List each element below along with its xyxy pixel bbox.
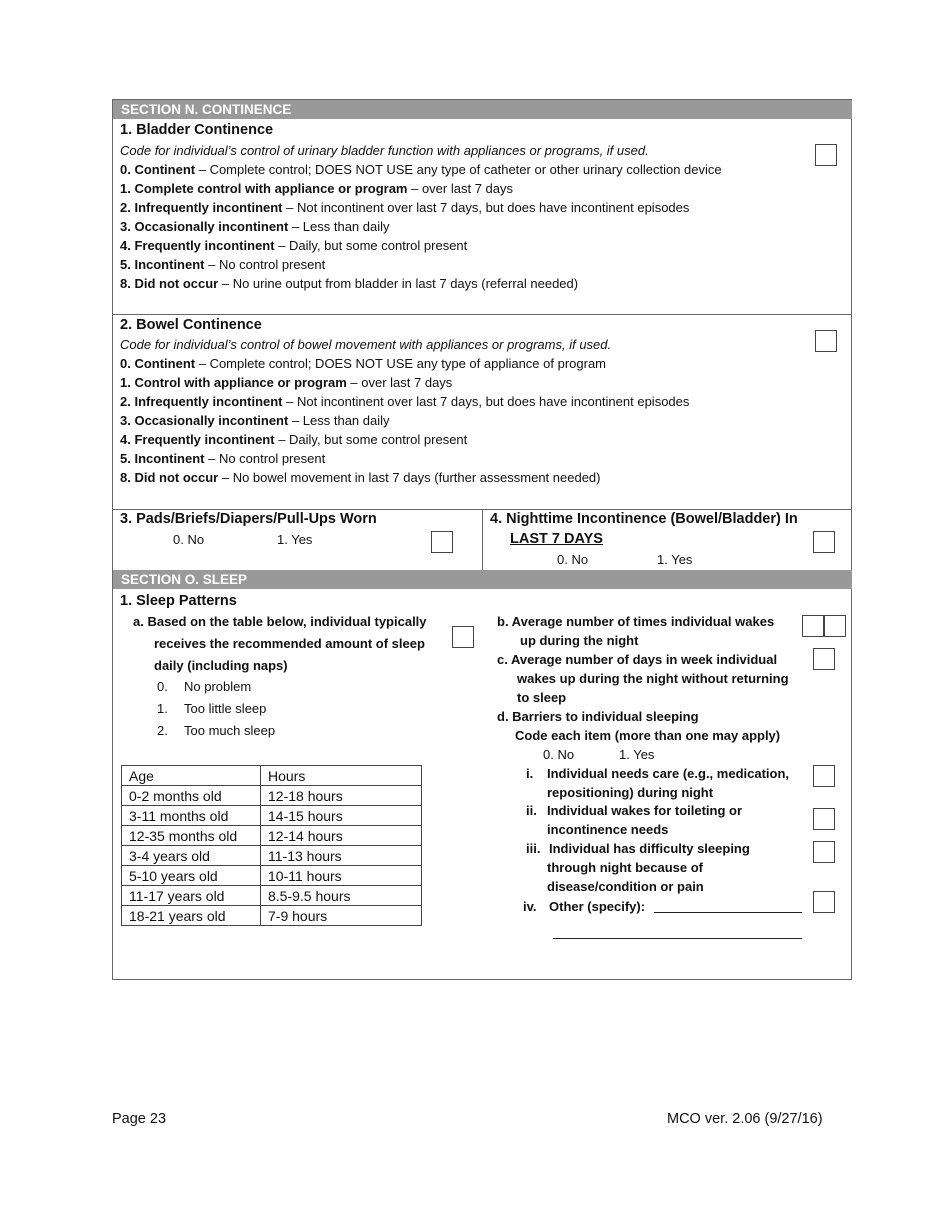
- bowel-option: 1. Control with appliance or program – over last 7 days: [120, 375, 453, 390]
- sleep-d-iv-code-box[interactable]: [813, 891, 835, 913]
- sleep-a-option-label: Too much sleep: [184, 723, 276, 738]
- sleep-a-option-num: 1.: [157, 701, 168, 716]
- sleep-d-item-line: Individual needs care (e.g., medication,: [547, 766, 790, 781]
- sleep-d-item-line: disease/condition or pain: [547, 879, 704, 894]
- table-row: [122, 906, 422, 926]
- sleep-d-line: Code each item (more than one may apply): [515, 728, 781, 743]
- sleep-d-i-code-box[interactable]: [813, 765, 835, 787]
- table-cell: 11-13 hours: [261, 846, 422, 866]
- sleep-b-code-box-1[interactable]: [802, 615, 824, 637]
- sleep-a-option-label: Too little sleep: [184, 701, 267, 716]
- table-cell: 14-15 hours: [261, 806, 422, 826]
- sleep-a-option-num: 2.: [157, 723, 168, 738]
- table-cell: 12-18 hours: [261, 786, 422, 806]
- sleep-d-item-line: through night because of: [547, 860, 703, 875]
- bladder-option: 5. Incontinent – No control present: [120, 257, 326, 272]
- divider: [113, 314, 852, 315]
- pads-option-no: 0. No: [173, 532, 205, 547]
- version-label: MCO ver. 2.06 (9/27/16): [667, 1111, 823, 1127]
- sleep-b-code-box-2[interactable]: [824, 615, 846, 637]
- nighttime-title-period: LAST 7 DAYS: [510, 531, 603, 547]
- table-row: [122, 846, 422, 866]
- table-row: [122, 886, 422, 906]
- sleep-a-line: daily (including naps): [154, 658, 288, 673]
- pads-code-box[interactable]: [431, 531, 453, 553]
- bladder-option: 8. Did not occur – No urine output from bladder in last 7 days (referral needed): [120, 276, 579, 291]
- sleep-a-line: a. Based on the table below, individual typically: [133, 614, 427, 629]
- sleep-d-line: d. Barriers to individual sleeping: [497, 709, 699, 724]
- sleep-d-item-num: iii.: [526, 841, 541, 856]
- sleep-d-item-line: repositioning) during night: [547, 785, 714, 800]
- sleep-d-item-line: Individual has difficulty sleeping: [549, 841, 750, 856]
- sleep-d-item-line: Other (specify):: [549, 899, 646, 914]
- sleep-c-line: c. Average number of days in week individual: [497, 652, 778, 667]
- nighttime-title: 4. Nighttime Incontinence (Bowel/Bladder) In: [490, 511, 798, 527]
- bladder-title: 1. Bladder Continence: [120, 122, 274, 138]
- sleep-d-item-line: Individual wakes for toileting or: [547, 803, 743, 818]
- table-cell: 0-2 months old: [122, 786, 261, 806]
- table-cell: 3-4 years old: [122, 846, 261, 866]
- table-header-cell: Hours: [261, 766, 422, 786]
- bowel-instruction: Code for individual’s control of bowel movement with appliances or programs, if used.: [120, 337, 612, 352]
- table-row: [122, 826, 422, 846]
- bowel-option: 0. Continent – Complete control; DOES NOT USE any type of appliance of program: [120, 356, 607, 371]
- sleep-c-line: to sleep: [517, 690, 567, 705]
- sleep-a-code-box[interactable]: [452, 626, 474, 648]
- sleep-d-item-num: iv.: [523, 899, 537, 914]
- pads-option-yes: 1. Yes: [277, 532, 313, 547]
- bowel-code-box[interactable]: [815, 330, 837, 352]
- bladder-option: 1. Complete control with appliance or program – over last 7 days: [120, 181, 513, 196]
- sleep-c-line: wakes up during the night without returning: [517, 671, 789, 686]
- bladder-option: 3. Occasionally incontinent – Less than daily: [120, 219, 390, 234]
- section-o-header: SECTION O. SLEEP: [113, 570, 852, 589]
- sleep-d-option-no: 0. No: [543, 747, 575, 762]
- sleep-d-ii-code-box[interactable]: [813, 808, 835, 830]
- table-cell: 12-14 hours: [261, 826, 422, 846]
- table-header-row: [122, 766, 422, 786]
- section-n-header: SECTION N. CONTINENCE: [113, 100, 852, 119]
- table-cell: 18-21 years old: [122, 906, 261, 926]
- bladder-instruction: Code for individual’s control of urinary bladder function with appliances or programs, if used.: [120, 143, 649, 158]
- bladder-option: 2. Infrequently incontinent – Not incontinent over last 7 days, but does have incontinent episodes: [120, 200, 690, 215]
- sleep-a-line: receives the recommended amount of sleep: [154, 636, 425, 651]
- bowel-option: 3. Occasionally incontinent – Less than daily: [120, 413, 390, 428]
- nighttime-code-box[interactable]: [813, 531, 835, 553]
- table-cell: 7-9 hours: [261, 906, 422, 926]
- sleep-patterns-title: 1. Sleep Patterns: [120, 593, 237, 609]
- sleep-c-code-box[interactable]: [813, 648, 835, 670]
- table-cell: 12-35 months old: [122, 826, 261, 846]
- pads-title: 3. Pads/Briefs/Diapers/Pull-Ups Worn: [120, 511, 377, 527]
- sleep-hours-table: [121, 765, 422, 926]
- other-specify-field[interactable]: [654, 912, 802, 913]
- bowel-option: 4. Frequently incontinent – Daily, but some control present: [120, 432, 468, 447]
- bowel-option: 5. Incontinent – No control present: [120, 451, 326, 466]
- sleep-a-option-num: 0.: [157, 679, 168, 694]
- other-specify-field-line-2[interactable]: [553, 938, 802, 939]
- table-cell: 11-17 years old: [122, 886, 261, 906]
- table-cell: 5-10 years old: [122, 866, 261, 886]
- bladder-option: 0. Continent – Complete control; DOES NOT USE any type of catheter or other urinary collection device: [120, 162, 722, 177]
- divider: [482, 509, 483, 570]
- bowel-option: 8. Did not occur – No bowel movement in last 7 days (further assessment needed): [120, 470, 601, 485]
- table-cell: 8.5-9.5 hours: [261, 886, 422, 906]
- nighttime-option-yes: 1. Yes: [657, 552, 693, 567]
- sleep-d-iii-code-box[interactable]: [813, 841, 835, 863]
- table-header-cell: Age: [122, 766, 261, 786]
- sleep-a-option-label: No problem: [184, 679, 252, 694]
- sleep-d-item-line: incontinence needs: [547, 822, 669, 837]
- bladder-code-box[interactable]: [815, 144, 837, 166]
- sleep-d-item-num: i.: [526, 766, 534, 781]
- table-cell: 10-11 hours: [261, 866, 422, 886]
- sleep-b-line: b. Average number of times individual wakes: [497, 614, 775, 629]
- table-row: [122, 806, 422, 826]
- table-row: [122, 866, 422, 886]
- nighttime-option-no: 0. No: [557, 552, 589, 567]
- table-cell: 3-11 months old: [122, 806, 261, 826]
- sleep-b-line: up during the night: [520, 633, 639, 648]
- bladder-option: 4. Frequently incontinent – Daily, but some control present: [120, 238, 468, 253]
- bowel-option: 2. Infrequently incontinent – Not incontinent over last 7 days, but does have incontinent episodes: [120, 394, 690, 409]
- sleep-d-item-num: ii.: [526, 803, 537, 818]
- table-row: [122, 786, 422, 806]
- page-number: Page 23: [112, 1111, 167, 1127]
- bowel-title: 2. Bowel Continence: [120, 317, 262, 333]
- sleep-d-option-yes: 1. Yes: [619, 747, 655, 762]
